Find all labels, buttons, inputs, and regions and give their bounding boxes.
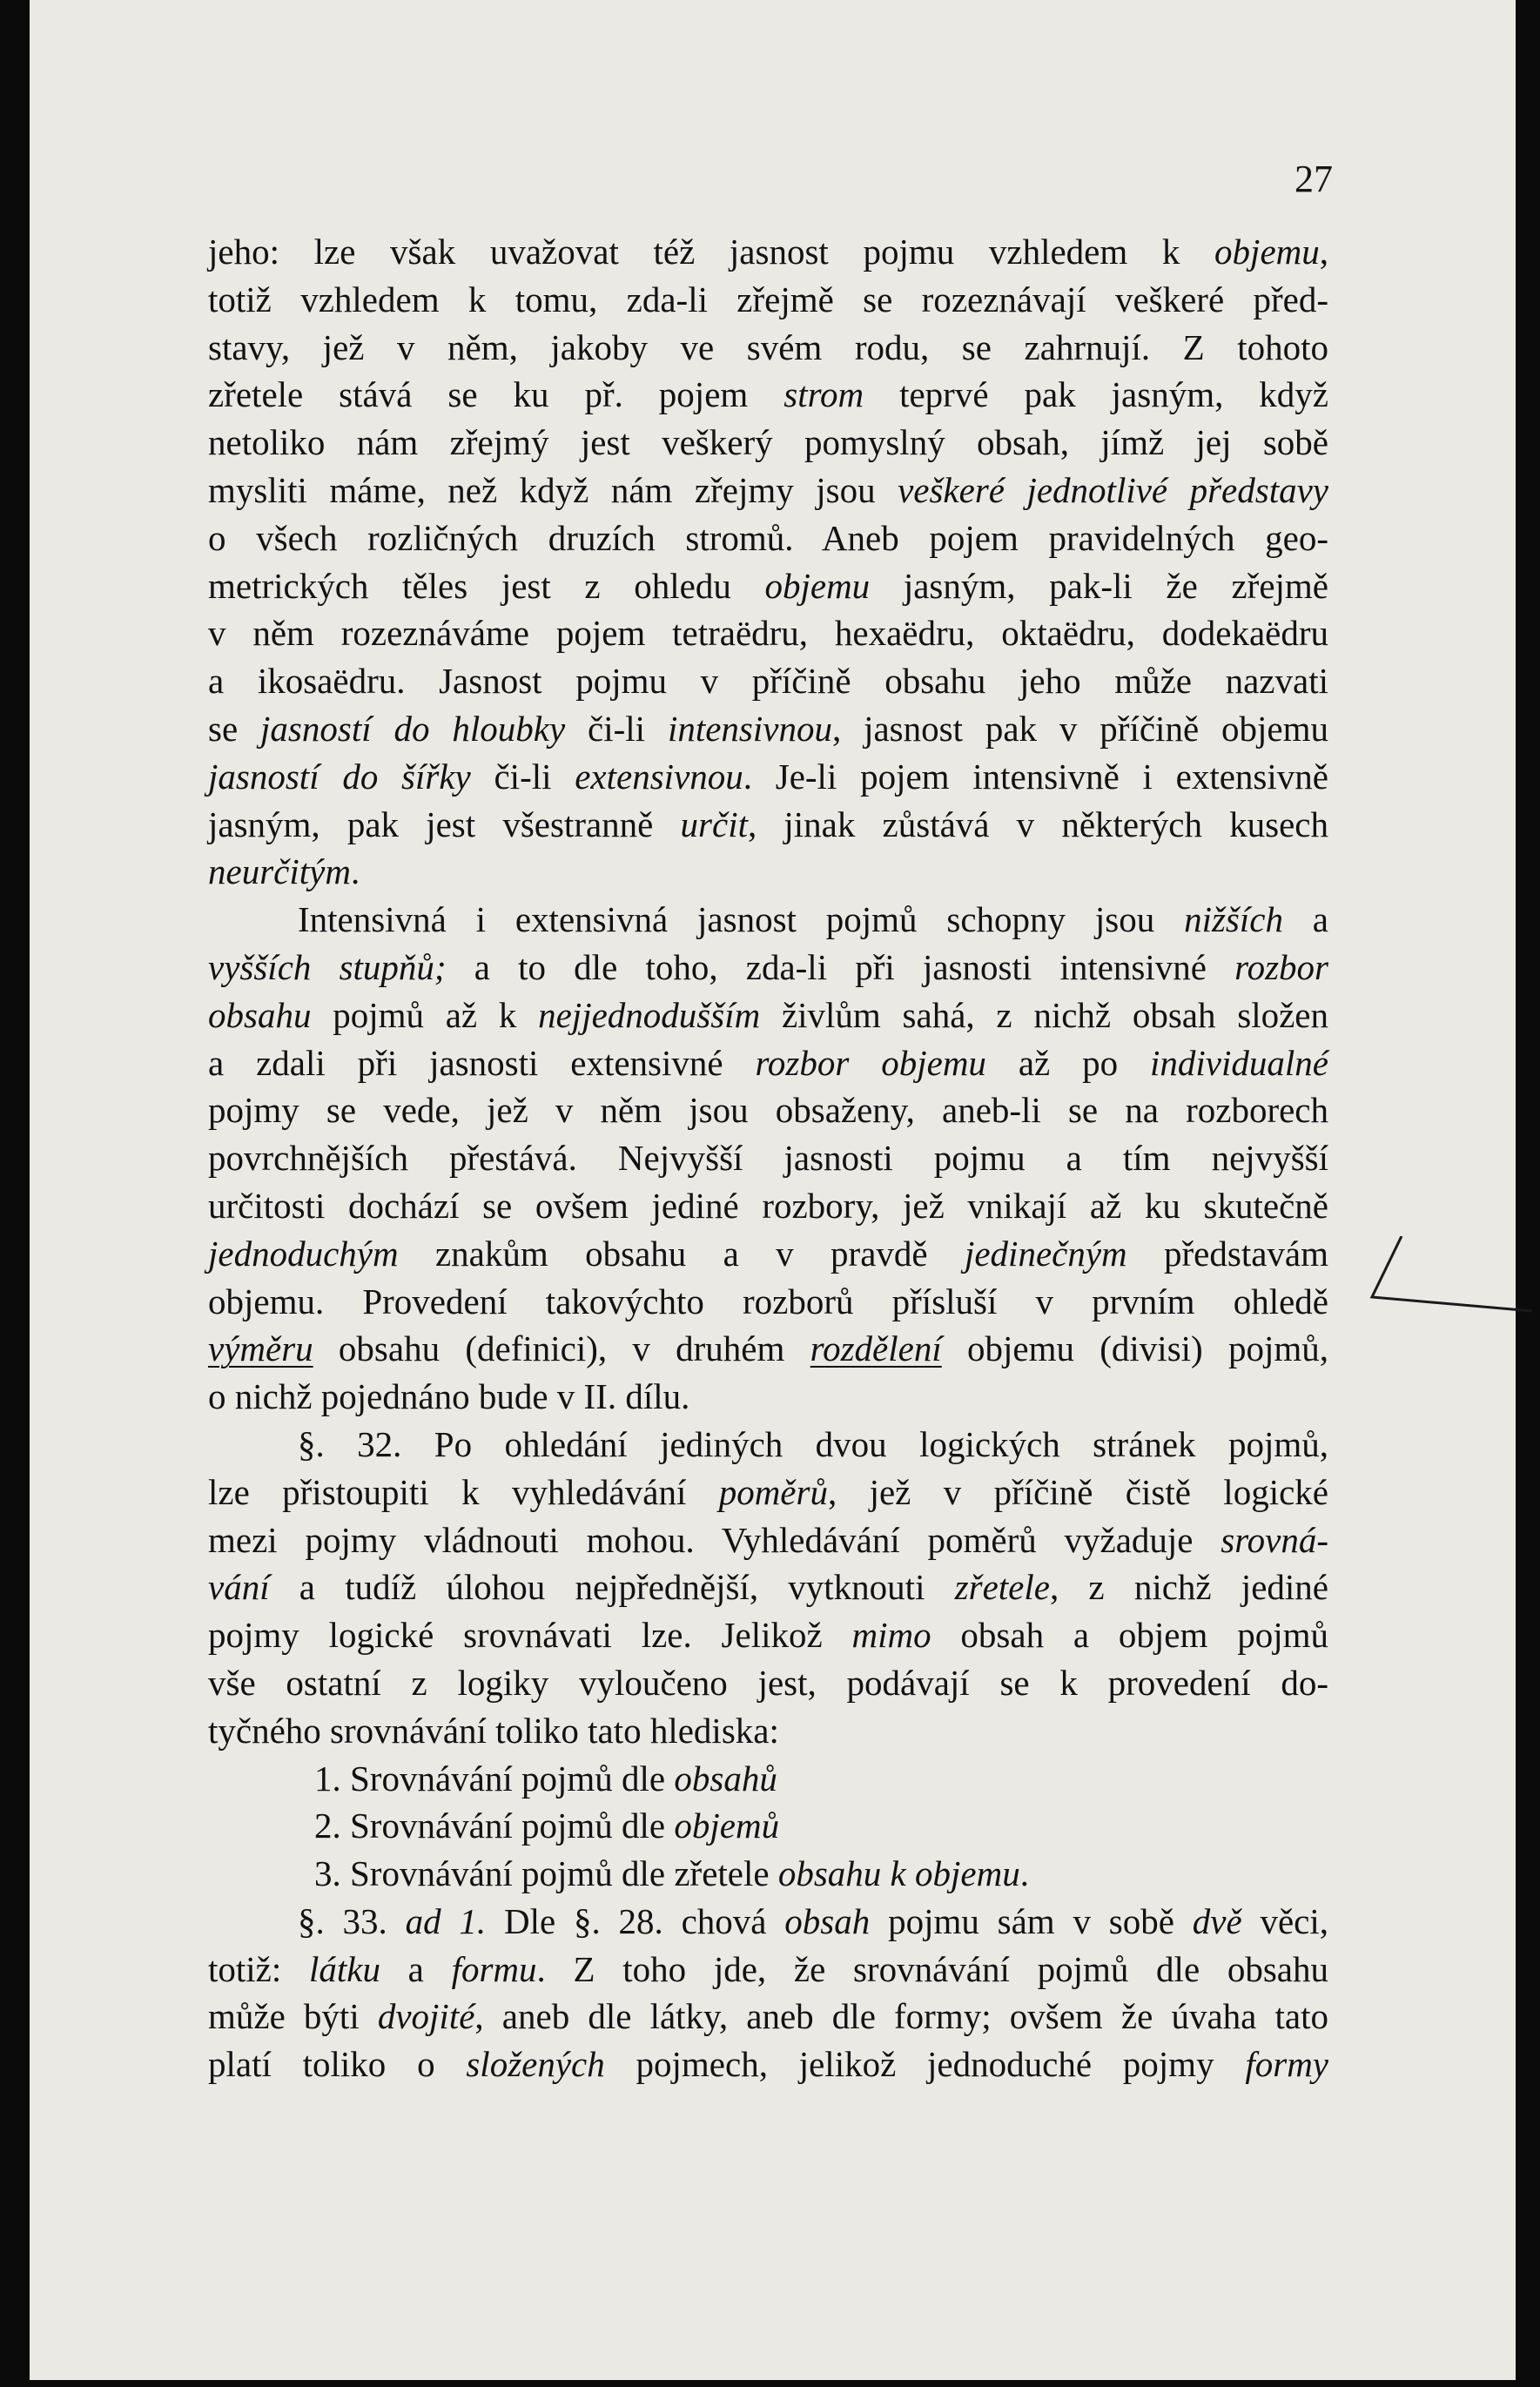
italic-text: strom [783, 374, 864, 415]
text-line [208, 324, 1328, 372]
italic-text: látku [308, 1948, 380, 1989]
text-run: . Je-li pojem intensivně i extensivně [743, 756, 1328, 797]
page-number: 27 [1295, 158, 1333, 200]
text-run: jasným, pak jest všestranně [208, 804, 681, 844]
italic-text: obsah [784, 1900, 871, 1941]
text-run: pojmů až k [311, 994, 539, 1035]
italic-text: obsahu [208, 994, 312, 1035]
text-line [208, 419, 1328, 467]
text-line [208, 1086, 1328, 1134]
italic-text: mimo [851, 1615, 931, 1656]
text-line [208, 467, 1328, 514]
text-run: se [208, 708, 261, 749]
margin-pencil-mark [1367, 1236, 1532, 1332]
text-line [208, 992, 1328, 1039]
text-line [208, 1134, 1328, 1182]
text-run: a [1282, 899, 1329, 940]
text-run: živlům sahá, z nichž obsah složen [760, 994, 1328, 1035]
italic-text: formy [1245, 2044, 1328, 2085]
text-line [208, 848, 1328, 896]
italic-text: výměru [208, 1328, 313, 1369]
italic-text: srovná- [1221, 1519, 1328, 1560]
text-line [208, 1755, 1328, 1803]
text-run: a zdali při jasnosti extensivné [208, 1042, 756, 1083]
text-line [208, 1993, 1328, 2041]
italic-text: veškeré jednotlivé představy [898, 469, 1328, 510]
text-line [208, 1563, 1328, 1611]
text-run: §. 33. [298, 1900, 406, 1941]
body-text [208, 228, 1328, 2088]
italic-text: formu [451, 1948, 537, 1989]
italic-text: nejjednodušším [538, 994, 761, 1035]
italic-text: poměrů [718, 1471, 828, 1512]
italic-text: obsahů [674, 1758, 777, 1799]
italic-text: rozdělení [810, 1328, 942, 1369]
text-run: lze přistoupiti k vyhledávání [208, 1471, 719, 1512]
text-run: či-li [470, 756, 575, 797]
text-run: a tudíž úlohou nejpřednější, vytknouti [269, 1567, 955, 1608]
text-line [208, 1373, 1328, 1421]
text-run: stavy, jež v něm, jakoby ve svém rodu, se zahrnují. Z tohoto [208, 326, 1328, 367]
text-run: , aneb dle látky, aneb dle formy; ovšem že úvaha tato [474, 1996, 1328, 2037]
italic-text: neurčitým [208, 851, 351, 892]
italic-text: nižších [1184, 899, 1283, 940]
italic-text: určit [680, 804, 748, 844]
text-line [208, 1611, 1328, 1659]
italic-text: jednoduchým [208, 1233, 399, 1274]
text-run: objemu (divisi) pojmů, [941, 1328, 1328, 1369]
text-line [208, 801, 1328, 849]
book-page [30, 0, 1516, 2380]
text-run: Intensivná i extensivná jasnost pojmů schopny jsou [298, 899, 1185, 940]
text-run: , [1319, 232, 1328, 272]
italic-text: jasností do hloubky [260, 708, 566, 749]
text-run: totiž: [208, 1948, 309, 1989]
text-line [208, 1898, 1328, 1946]
text-line [208, 1516, 1328, 1564]
text-run: Dle §. 28. chová [486, 1900, 785, 1941]
italic-text: vyšších stupňů; [208, 946, 447, 987]
text-line [208, 2041, 1328, 2088]
text-line [208, 657, 1328, 705]
text-run: a ikosaëdru. Jasnost pojmu v příčině obsahu jeho může nazvati [208, 661, 1328, 702]
text-run: a to dle toho, zda-li při jasnosti intensivné [446, 946, 1235, 987]
text-run: netoliko nám zřejmý jest veškerý pomyslný obsah, jímž jej sobě [208, 422, 1328, 463]
italic-text: dvojité [377, 1996, 475, 2037]
text-run: . Z toho jde, že srovnávání pojmů dle obsahu [536, 1948, 1328, 1989]
text-run: až po [985, 1042, 1151, 1083]
text-run: pojmy se vede, jež v něm jsou obsaženy, aneb-li se na rozborech [208, 1090, 1328, 1131]
text-run: mysliti máme, než když nám zřejmy jsou [208, 469, 898, 510]
text-line [208, 562, 1328, 610]
text-run: metrických těles jest z ohledu [208, 565, 765, 606]
text-run: tyčného srovnávání toliko tato hlediska: [208, 1710, 779, 1751]
italic-text: extensivnou [575, 756, 743, 797]
text-line [208, 1707, 1328, 1755]
text-run: mezi pojmy vládnouti mohou. Vyhledávání poměrů vyžaduje [208, 1519, 1221, 1560]
text-line [208, 1039, 1328, 1087]
text-run: 3. Srovnávání pojmů dle zřetele [314, 1853, 778, 1894]
margin-mark-stroke [1372, 1236, 1532, 1311]
text-run: objemu. Provedení takovýchto rozborů přísluší v prvním ohledě [208, 1281, 1328, 1321]
italic-text: intensivnou [667, 708, 832, 749]
text-run: věci, [1241, 1900, 1329, 1941]
italic-text: objemu [764, 565, 871, 606]
text-run: znakům obsahu a v pravdě [398, 1233, 965, 1274]
italic-text: dvě [1192, 1900, 1242, 1941]
text-run: obsah a objem pojmů [931, 1615, 1328, 1656]
text-line [208, 896, 1328, 944]
text-run: totiž vzhledem k tomu, zda-li zřejmě se rozeznávají veškeré před- [208, 279, 1328, 319]
italic-text: individualné [1150, 1042, 1328, 1083]
italic-text: jedinečným [964, 1233, 1127, 1274]
italic-text: rozbor [1234, 946, 1328, 987]
italic-text: ad 1. [405, 1900, 487, 1941]
italic-text: rozbor objemu [755, 1042, 986, 1083]
text-run: pojmech, jelikož jednoduché pojmy [604, 2044, 1246, 2085]
text-run: obsahu (definici), v druhém [313, 1328, 810, 1369]
text-line [208, 371, 1328, 419]
text-line [208, 228, 1328, 276]
text-run: platí toliko o [208, 2044, 467, 2085]
text-run: o všech rozličných druzích stromů. Aneb pojem pravidelných geo- [208, 517, 1328, 558]
text-run: teprvé pak jasným, když [864, 374, 1328, 415]
text-run: , jinak zůstává v některých kusech [747, 804, 1328, 844]
text-run: v něm rozeznáváme pojem tetraëdru, hexaëdru, oktaëdru, dodekaëdru [208, 613, 1328, 654]
text-line [208, 1182, 1328, 1230]
italic-text: obsahu k objemu [777, 1853, 1020, 1894]
text-line [208, 705, 1328, 753]
text-run: §. 32. Po ohledání jediných dvou logických stránek pojmů, [298, 1423, 1328, 1464]
scan-border-left [0, 0, 30, 2387]
text-line [208, 514, 1328, 562]
text-line [208, 1230, 1328, 1278]
text-run: a [380, 1948, 452, 1989]
text-run: . [1019, 1853, 1029, 1894]
text-run: 1. Srovnávání pojmů dle [314, 1758, 675, 1799]
text-run: určitosti dochází se ovšem jediné rozbory, jež vnikají až ku skutečně [208, 1185, 1328, 1226]
text-line [208, 1946, 1328, 1994]
text-run: jasným, pak-li že zřejmě [870, 565, 1328, 606]
italic-text: objemů [674, 1805, 780, 1846]
text-run: , jasnost pak v příčině objemu [831, 708, 1328, 749]
text-run: pojmy logické srovnávati lze. Jelikož [208, 1615, 852, 1656]
text-line [208, 1421, 1328, 1469]
text-run: jeho: lze však uvažovat též jasnost pojmu vzhledem k [208, 232, 1215, 272]
text-run: , z nichž jediné [1049, 1567, 1328, 1608]
text-run: . [350, 851, 360, 892]
text-run: o nichž pojednáno bude v II. dílu. [208, 1376, 690, 1417]
text-run: , jež v příčině čistě logické [827, 1471, 1328, 1512]
italic-text: objemu [1214, 232, 1320, 272]
text-line [208, 1325, 1328, 1373]
text-line [208, 1802, 1328, 1850]
text-run: zřetele stává se ku př. pojem [208, 374, 784, 415]
text-line [208, 276, 1328, 324]
text-line [208, 609, 1328, 657]
text-line [208, 1850, 1328, 1898]
text-line [208, 1469, 1328, 1516]
text-line [208, 753, 1328, 801]
text-line [208, 1659, 1328, 1707]
italic-text: vání [208, 1567, 270, 1608]
text-run: může býti [208, 1996, 378, 2037]
italic-text: složených [466, 2044, 605, 2085]
text-run: povrchnějších přestává. Nejvyšší jasnosti pojmu a tím nejvyšší [208, 1138, 1328, 1179]
text-run: vše ostatní z logiky vyloučeno jest, podávají se k provedení do- [208, 1662, 1328, 1703]
scan-border-right [1516, 0, 1540, 2387]
text-line [208, 944, 1328, 992]
text-run: představám [1126, 1233, 1329, 1274]
scan-border-bottom [0, 2380, 1540, 2387]
text-run: či-li [565, 708, 668, 749]
text-line [208, 1278, 1328, 1326]
text-run: pojmu sám v sobě [870, 1900, 1193, 1941]
italic-text: jasností do šířky [208, 756, 471, 797]
italic-text: zřetele [954, 1567, 1050, 1608]
text-run: 2. Srovnávání pojmů dle [314, 1805, 675, 1846]
